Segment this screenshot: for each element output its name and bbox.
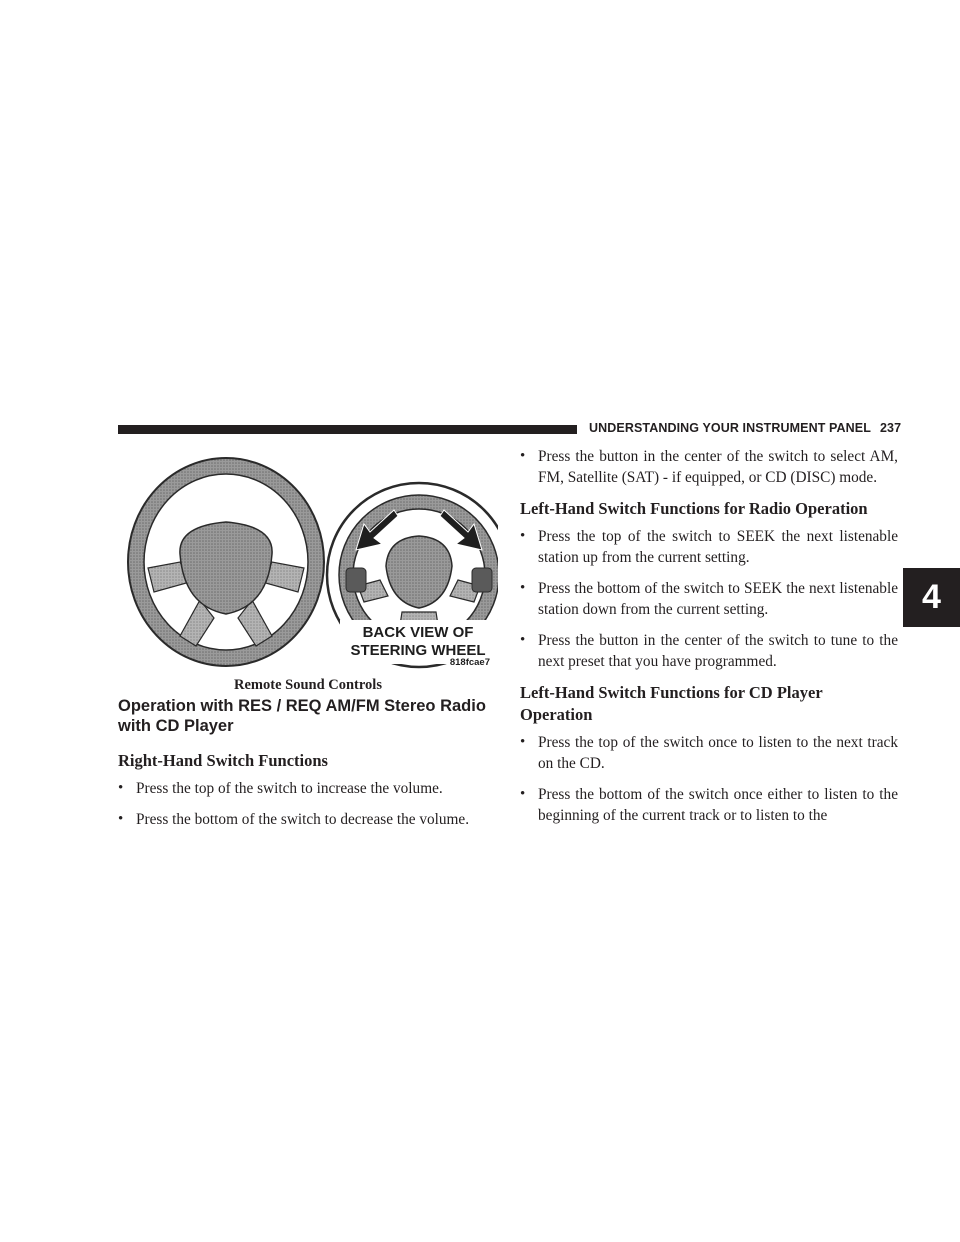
- overlay-line-1: BACK VIEW OF: [362, 624, 474, 641]
- cd-subheading: Left-Hand Switch Functions for CD Player Operation: [520, 683, 823, 724]
- radio-subheading: Left-Hand Switch Functions for Radio Operation: [520, 499, 868, 518]
- list-item: • Press the button in the center of the switch to tune to the next preset that you have programmed.: [520, 630, 898, 672]
- right-column: [520, 446, 898, 836]
- radio-bullets: [520, 526, 898, 672]
- list-item: • Press the bottom of the switch to SEEK the next listenable station down from the current setting.: [520, 578, 898, 620]
- right-hand-subheading: Right-Hand Switch Functions: [118, 751, 328, 770]
- header-rule: [118, 425, 577, 434]
- list-item: • Press the top of the switch once to listen to the next track on the CD.: [520, 732, 898, 774]
- front-wheel: [128, 458, 324, 666]
- steering-wheel-illustration: [118, 450, 498, 690]
- right-switch: [472, 568, 492, 592]
- list-item: • Press the bottom of the switch to decrease the volume.: [118, 809, 500, 830]
- list-item: • Press the top of the switch to increase the volume.: [118, 778, 500, 799]
- list-item: • Press the top of the switch to SEEK the next listenable station up from the current setting.: [520, 526, 898, 568]
- steering-wheel-figure: [118, 450, 498, 690]
- running-header: [589, 421, 901, 435]
- overlay-line-2: STEERING WHEEL: [350, 642, 486, 659]
- right-hand-bullets: [118, 778, 500, 830]
- list-item: • Press the bottom of the switch once either to listen to the beginning of the current track or to listen to the: [520, 784, 898, 826]
- left-column: [118, 696, 500, 840]
- section-heading: Operation with RES / REQ AM/FM Stereo Radio with CD Player: [118, 697, 486, 735]
- cd-bullets: [520, 732, 898, 826]
- left-switch: [346, 568, 366, 592]
- list-item: • Press the button in the center of the switch to select AM, FM, Satellite (SAT) - if equipped, or CD (DISC) mode.: [520, 446, 898, 488]
- page-number: 237: [879, 421, 902, 435]
- figure-code: 818fcae7: [449, 657, 490, 668]
- figure-caption: Remote Sound Controls: [234, 677, 382, 693]
- intro-bullets: [520, 446, 898, 488]
- chapter-tab: 4: [903, 568, 960, 627]
- header-section-title: UNDERSTANDING YOUR INSTRUMENT PANEL: [589, 421, 871, 435]
